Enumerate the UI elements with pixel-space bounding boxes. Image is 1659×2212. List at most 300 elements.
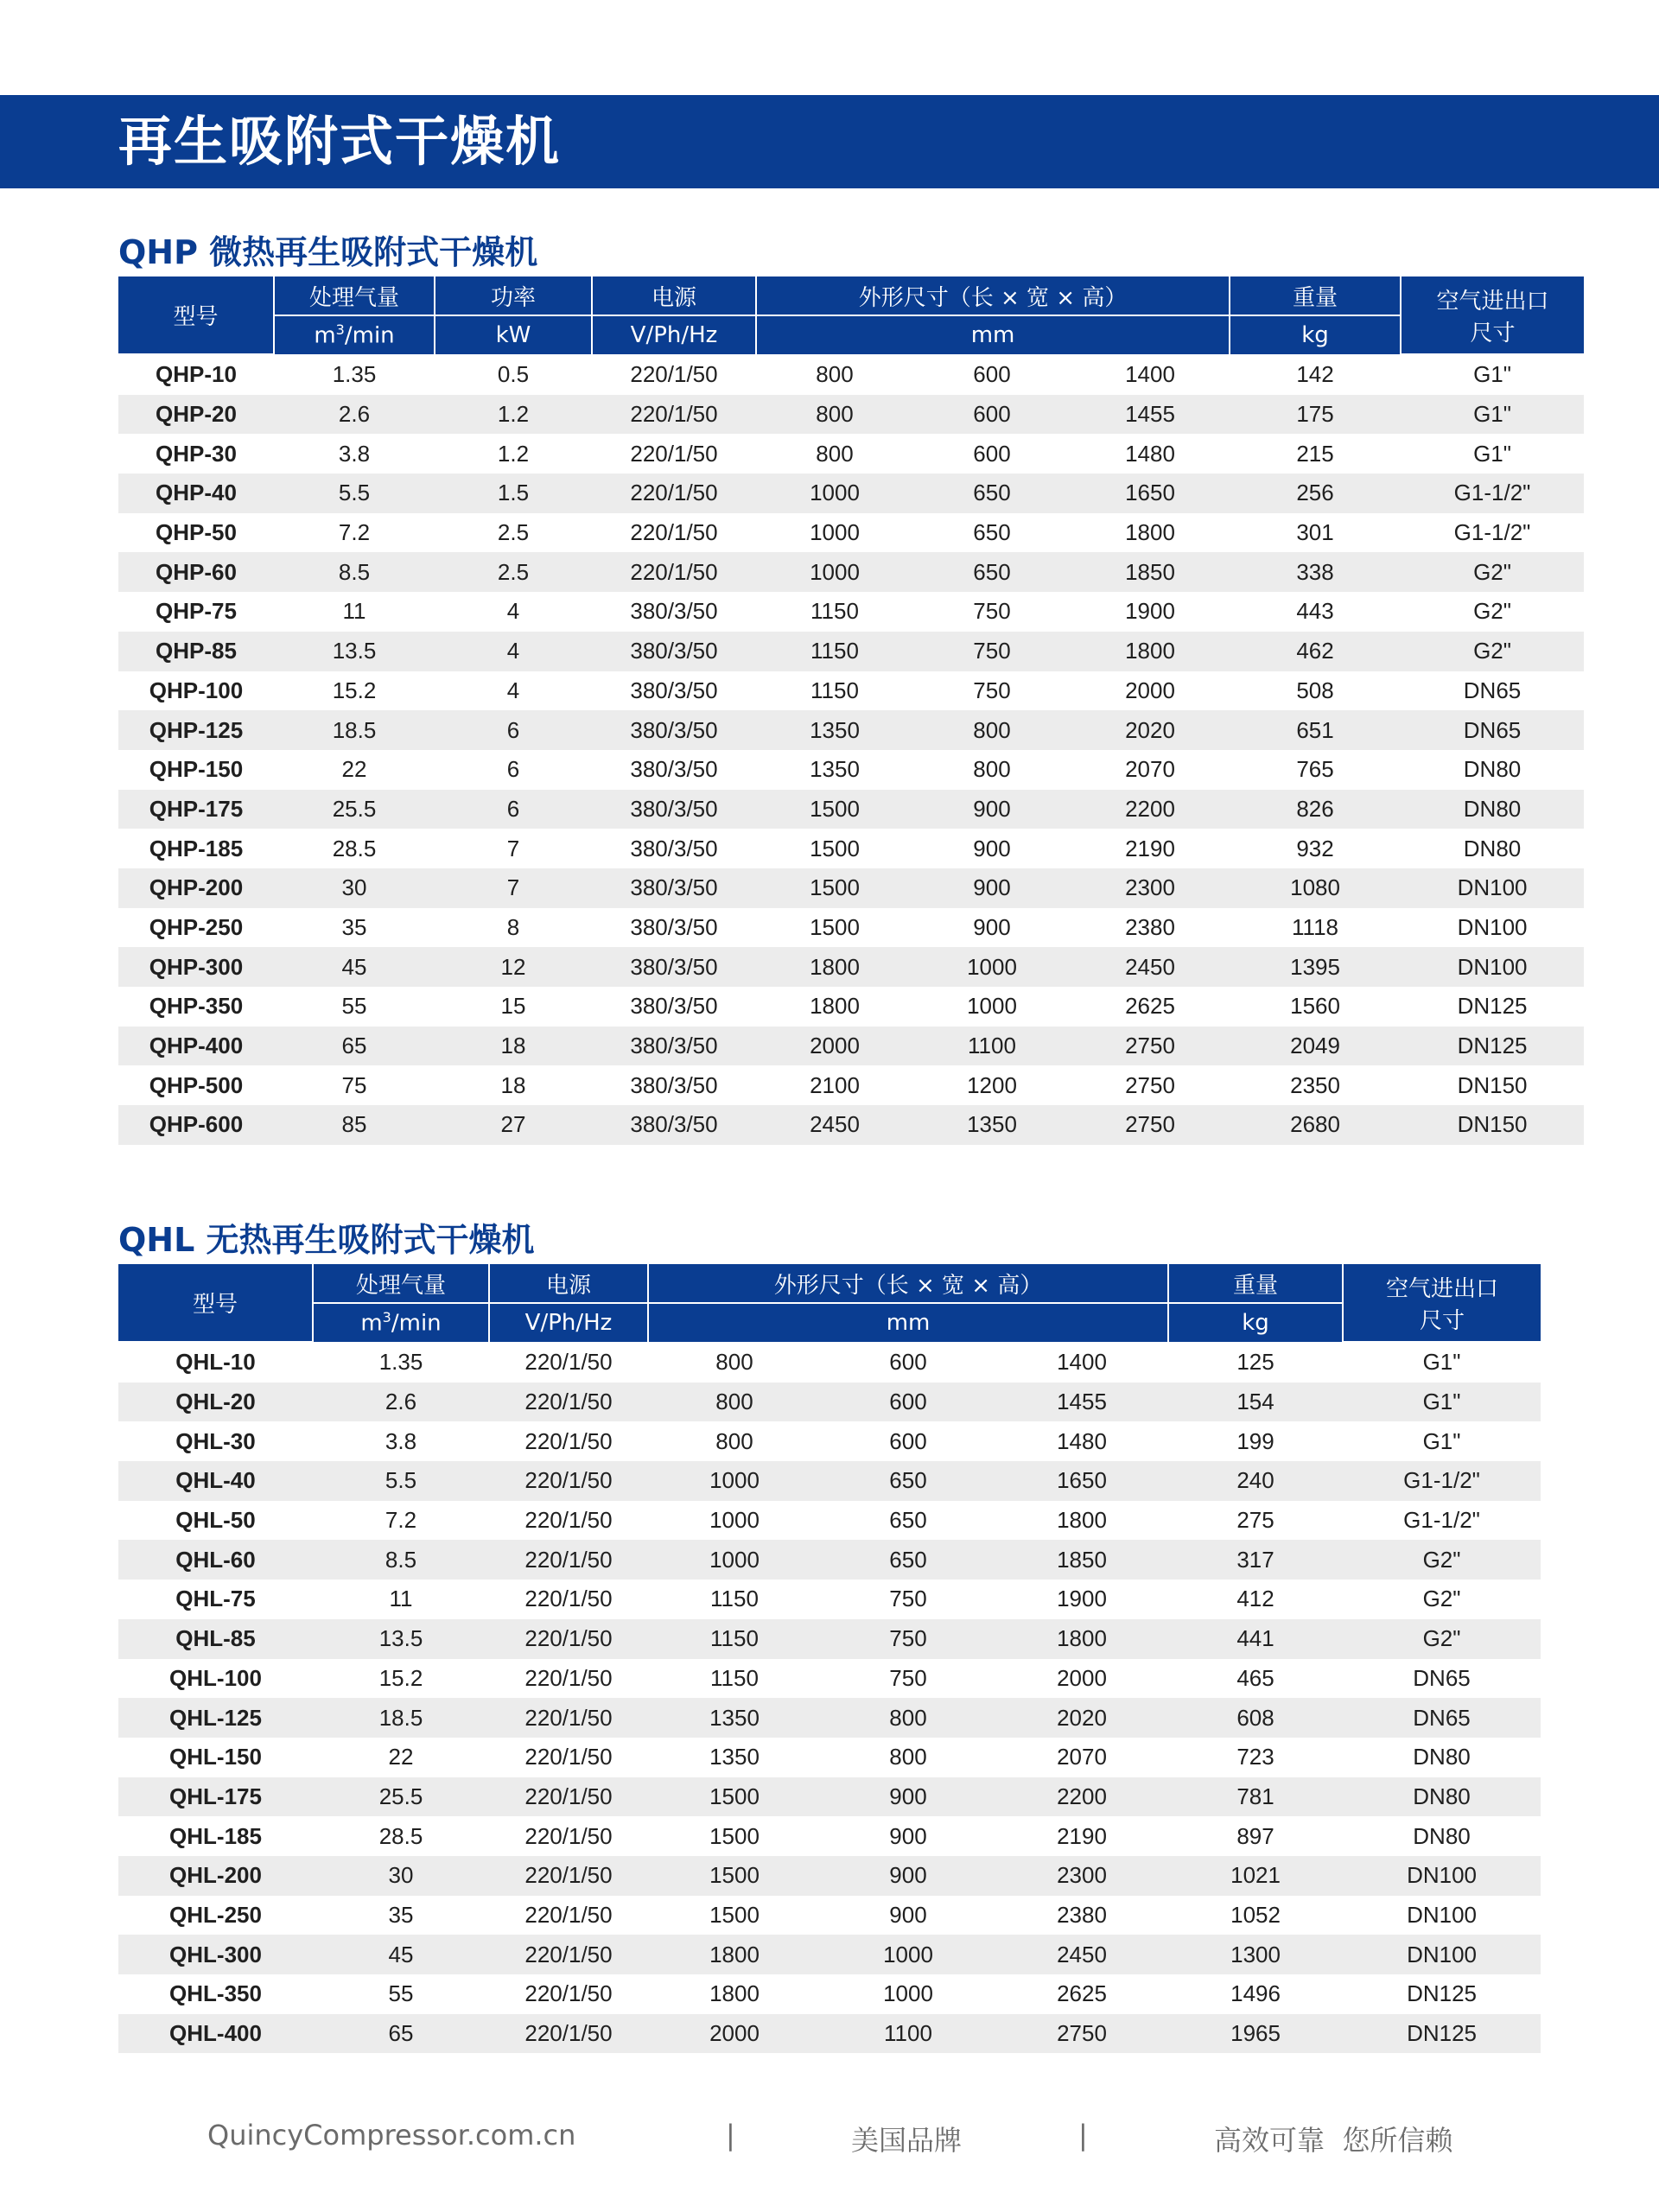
table-cell: 220/1/50: [524, 1427, 613, 1454]
table-cell: 462: [1230, 632, 1401, 671]
table-cell: 1000: [913, 947, 1071, 987]
model-cell: QHL-10: [175, 1349, 256, 1376]
table-cell: 15.2: [332, 677, 377, 703]
table-row: [118, 434, 1584, 474]
qhp-table-body: [118, 354, 1584, 1145]
table-cell: 826: [1230, 790, 1401, 830]
table-cell: 650: [913, 474, 1071, 513]
table-cell: 220/1/50: [524, 1901, 613, 1928]
qhl-unit-supply: V/Ph/Hz: [489, 1303, 648, 1342]
table-cell: 2190: [1125, 835, 1175, 861]
table-cell: 650: [889, 1507, 927, 1534]
table-cell: DN65: [1413, 1664, 1471, 1691]
table-cell: 1496: [1230, 1980, 1281, 2007]
table-cell: 750: [973, 598, 1011, 625]
table-cell: 800: [816, 440, 854, 467]
table-cell: 1800: [709, 1980, 760, 2007]
table-cell: 2000: [756, 1027, 913, 1066]
table-cell: 5.5: [274, 474, 435, 513]
table-cell: G1": [1401, 395, 1584, 435]
table-cell: G2": [1401, 552, 1584, 592]
table-cell: 1650: [995, 1461, 1168, 1501]
table-cell: DN80: [1401, 790, 1584, 830]
table-cell: 750: [821, 1619, 995, 1659]
table-cell: DN80: [1463, 756, 1522, 783]
qhl-table-body: [118, 1342, 1541, 2053]
table-cell: 2680: [1230, 1105, 1401, 1145]
table-row: [118, 1619, 1541, 1659]
table-row: [118, 1896, 1541, 1936]
table-cell: 30: [313, 1856, 489, 1896]
table-cell: 380/3/50: [630, 835, 718, 861]
footer-brand: 美国品牌: [851, 2124, 963, 2157]
qhl-unit-flow: $m^3/\min$: [313, 1303, 489, 1342]
table-row: [118, 592, 1584, 632]
table-cell: 380/3/50: [592, 710, 756, 750]
table-cell: 2049: [1230, 1027, 1401, 1066]
model-cell: QHL-20: [118, 1382, 313, 1422]
table-cell: 3.8: [338, 440, 371, 467]
model-cell: QHL-125: [118, 1698, 313, 1738]
table-cell: 800: [756, 395, 913, 435]
model-cell: QHL-150: [169, 1744, 262, 1770]
table-row: [118, 710, 1584, 750]
table-cell: 800: [889, 1744, 927, 1770]
table-cell: 1150: [810, 598, 859, 625]
table-cell: 2000: [1057, 1664, 1107, 1691]
model-cell: QHP-350: [149, 993, 244, 1020]
table-cell: 0.5: [497, 360, 530, 387]
table-cell: 2450: [1071, 947, 1230, 987]
table-cell: 1900: [1057, 1586, 1107, 1612]
table-row: [118, 395, 1584, 435]
table-cell: 301: [1296, 519, 1334, 546]
table-cell: 1400: [1125, 360, 1175, 387]
table-cell: 1350: [648, 1698, 821, 1738]
table-cell: 55: [388, 1980, 414, 2007]
qhp-unit-dims: mm: [756, 315, 1230, 354]
table-cell: 2200: [1071, 790, 1230, 830]
table-cell: 220/1/50: [630, 519, 718, 546]
table-cell: 28.5: [332, 835, 377, 861]
table-cell: 1800: [756, 947, 913, 987]
table-cell: 380/3/50: [630, 756, 718, 783]
table-cell: 600: [821, 1382, 995, 1422]
table-cell: 1800: [648, 1935, 821, 1974]
table-cell: 900: [973, 835, 1011, 861]
table-cell: 800: [913, 710, 1071, 750]
footer-website: QuincyCompressor.com.cn: [207, 2119, 576, 2152]
qhp-unit-row: [118, 315, 1584, 354]
table-cell: DN125: [1343, 2014, 1541, 2054]
table-cell: G1-1/2": [1401, 474, 1584, 513]
table-cell: 18: [500, 1071, 526, 1098]
table-cell: 220/1/50: [592, 552, 756, 592]
table-cell: 800: [715, 1348, 753, 1375]
table-cell: 412: [1236, 1586, 1274, 1612]
table-cell: 2380: [1125, 913, 1175, 940]
table-cell: 2750: [1071, 1027, 1230, 1066]
table-cell: 608: [1168, 1698, 1343, 1738]
table-row: [118, 987, 1584, 1027]
table-cell: 317: [1168, 1540, 1343, 1580]
table-cell: 1.5: [435, 474, 592, 513]
table-cell: G1": [1422, 1349, 1461, 1376]
table-cell: 1200: [967, 1071, 1017, 1098]
table-cell: 1500: [756, 868, 913, 908]
qhp-header-model: 型号: [118, 276, 274, 354]
table-row: [118, 1659, 1541, 1699]
table-cell: 11: [342, 598, 366, 625]
table-cell: 800: [816, 360, 854, 387]
table-cell: 900: [821, 1777, 995, 1817]
table-cell: 220/1/50: [489, 1935, 648, 1974]
table-cell: 220/1/50: [489, 2014, 648, 2054]
model-cell: QHL-75: [175, 1586, 256, 1612]
table-cell: 1150: [710, 1586, 759, 1612]
table-cell: 932: [1296, 835, 1334, 861]
table-cell: G2": [1401, 632, 1584, 671]
table-cell: 380/3/50: [630, 677, 718, 703]
table-row: [118, 1738, 1541, 1777]
qhl-header-port: [1343, 1264, 1541, 1342]
table-cell: 1000: [756, 474, 913, 513]
table-cell: 1000: [756, 552, 913, 592]
table-cell: 1350: [756, 710, 913, 750]
table-row: [118, 1580, 1541, 1619]
model-cell: QHP-10: [156, 361, 237, 388]
table-cell: 600: [913, 395, 1071, 435]
model-cell: QHP-125: [118, 710, 274, 750]
table-cell: G2": [1473, 598, 1511, 625]
model-cell: QHL-400: [118, 2014, 313, 2054]
table-cell: 1480: [1125, 440, 1175, 467]
table-cell: DN150: [1457, 1071, 1528, 1098]
table-cell: 55: [341, 993, 367, 1020]
table-row: [118, 908, 1584, 948]
model-cell: QHP-150: [149, 756, 244, 783]
table-cell: 2300: [1071, 868, 1230, 908]
table-cell: 800: [973, 756, 1011, 783]
table-cell: 800: [821, 1698, 995, 1738]
table-cell: 2350: [1290, 1071, 1340, 1098]
model-cell: QHL-30: [175, 1427, 256, 1454]
table-cell: 900: [973, 913, 1011, 940]
model-cell: QHL-300: [118, 1935, 313, 1974]
table-cell: 1480: [1057, 1427, 1107, 1454]
table-cell: 443: [1296, 598, 1334, 625]
table-cell: 338: [1230, 552, 1401, 592]
table-cell: 380/3/50: [630, 913, 718, 940]
table-cell: 1900: [1125, 598, 1175, 625]
table-cell: 2625: [1125, 993, 1175, 1020]
table-cell: 4: [506, 677, 520, 703]
table-row: [118, 1461, 1541, 1501]
table-cell: 220/1/50: [489, 1461, 648, 1501]
table-cell: 1500: [648, 1856, 821, 1896]
table-cell: DN80: [1413, 1744, 1471, 1770]
table-cell: 45: [313, 1935, 489, 1974]
table-cell: 2.5: [497, 519, 530, 546]
table-cell: 4: [506, 598, 520, 625]
table-cell: 11: [389, 1586, 413, 1612]
table-cell: 220/1/50: [630, 440, 718, 467]
table-cell: 2070: [1125, 756, 1175, 783]
table-cell: 1150: [810, 677, 859, 703]
table-cell: 13.5: [313, 1619, 489, 1659]
table-cell: 1850: [1071, 552, 1230, 592]
table-cell: 6: [435, 710, 592, 750]
table-cell: 12: [435, 947, 592, 987]
model-cell: QHL-100: [169, 1664, 262, 1691]
table-cell: 1.35: [378, 1348, 423, 1375]
table-cell: 8.5: [313, 1540, 489, 1580]
table-cell: DN125: [1401, 1027, 1584, 1066]
table-cell: 2200: [995, 1777, 1168, 1817]
table-cell: 2070: [1057, 1744, 1107, 1770]
table-cell: 2100: [810, 1071, 860, 1098]
table-cell: 275: [1236, 1507, 1274, 1534]
qhl-spec-table: [118, 1264, 1541, 2053]
table-cell: 125: [1236, 1348, 1274, 1375]
table-cell: 900: [913, 868, 1071, 908]
qhp-unit-power: kW: [435, 315, 592, 354]
qhp-header-row: [118, 276, 1584, 315]
table-cell: 15.2: [378, 1664, 423, 1691]
table-cell: 1.35: [332, 360, 377, 387]
table-cell: 750: [913, 632, 1071, 671]
table-cell: 650: [973, 519, 1011, 546]
table-cell: 897: [1236, 1822, 1274, 1849]
table-cell: DN65: [1343, 1698, 1541, 1738]
table-cell: 154: [1168, 1382, 1343, 1422]
table-row: [118, 513, 1584, 553]
table-cell: 2450: [756, 1105, 913, 1145]
table-row: [118, 947, 1584, 987]
table-cell: G2": [1422, 1586, 1461, 1612]
table-cell: 18.5: [313, 1698, 489, 1738]
table-cell: 25.5: [313, 1777, 489, 1817]
table-cell: 256: [1230, 474, 1401, 513]
table-cell: 2000: [1125, 677, 1175, 703]
model-cell: QHP-600: [118, 1105, 274, 1145]
model-cell: QHL-40: [118, 1461, 313, 1501]
model-cell: QHP-500: [149, 1071, 244, 1098]
qhl-unit-row: [118, 1303, 1541, 1342]
table-cell: 2380: [1057, 1901, 1107, 1928]
table-cell: 650: [913, 552, 1071, 592]
table-cell: DN100: [1401, 947, 1584, 987]
table-cell: 220/1/50: [630, 360, 718, 387]
qhp-header-supply: 电源: [592, 276, 756, 315]
table-cell: 220/1/50: [524, 1664, 613, 1691]
qhp-header-port-line1: 空气进出口: [1436, 288, 1549, 315]
table-cell: DN150: [1401, 1105, 1584, 1145]
table-cell: 2020: [995, 1698, 1168, 1738]
table-cell: 1455: [1071, 395, 1230, 435]
qhp-unit-supply: V/Ph/Hz: [592, 315, 756, 354]
model-cell: QHL-50: [175, 1507, 256, 1534]
table-cell: 1650: [1071, 474, 1230, 513]
qhl-header-port-line2: 尺寸: [1420, 1307, 1465, 1334]
qhl-header-weight: 重量: [1168, 1264, 1343, 1303]
qhp-unit-flow: $m^3/\min$: [274, 315, 435, 354]
table-cell: 142: [1296, 360, 1334, 387]
table-cell: G1": [1473, 440, 1511, 467]
qhl-unit-dims: mm: [648, 1303, 1168, 1342]
table-cell: 1080: [1230, 868, 1401, 908]
table-cell: 650: [821, 1461, 995, 1501]
model-cell: QHL-175: [118, 1777, 313, 1817]
table-row: [118, 868, 1584, 908]
table-row: [118, 1935, 1541, 1974]
table-cell: 1000: [709, 1507, 760, 1534]
table-cell: G1": [1473, 361, 1511, 388]
table-cell: DN100: [1343, 1935, 1541, 1974]
table-cell: 508: [1296, 677, 1334, 703]
table-cell: DN80: [1463, 835, 1522, 861]
table-cell: 2.6: [274, 395, 435, 435]
model-cell: QHP-85: [118, 632, 274, 671]
table-cell: 1000: [648, 1461, 821, 1501]
table-cell: 2300: [995, 1856, 1168, 1896]
table-cell: 1800: [810, 993, 860, 1020]
model-cell: QHL-200: [118, 1856, 313, 1896]
table-cell: 18: [435, 1027, 592, 1066]
qhl-header-row: [118, 1264, 1541, 1303]
table-row: [118, 1816, 1541, 1856]
table-cell: 220/1/50: [592, 474, 756, 513]
table-cell: 220/1/50: [489, 1777, 648, 1817]
model-cell: QHP-250: [149, 913, 244, 940]
table-row: [118, 1065, 1584, 1105]
table-cell: 441: [1168, 1619, 1343, 1659]
table-cell: DN65: [1463, 677, 1522, 703]
model-cell: QHL-350: [169, 1980, 262, 2007]
table-cell: 1965: [1168, 2014, 1343, 2054]
table-row: [118, 632, 1584, 671]
table-cell: 7.2: [338, 519, 371, 546]
table-row: [118, 354, 1584, 395]
table-cell: 380/3/50: [592, 1105, 756, 1145]
qhl-header-dims: 外形尺寸（长 × 宽 × 高）: [648, 1264, 1168, 1303]
table-cell: 15: [500, 993, 526, 1020]
table-cell: 220/1/50: [489, 1540, 648, 1580]
table-cell: G1-1/2": [1343, 1461, 1541, 1501]
table-row: [118, 1856, 1541, 1896]
table-cell: 651: [1230, 710, 1401, 750]
table-cell: 35: [341, 913, 367, 940]
table-cell: 1000: [883, 1980, 933, 2007]
table-cell: 1350: [913, 1105, 1071, 1145]
table-cell: 1500: [709, 1822, 760, 1849]
table-cell: 1000: [810, 519, 860, 546]
table-cell: 600: [889, 1427, 927, 1454]
table-cell: 220/1/50: [524, 1507, 613, 1534]
table-row: [118, 1105, 1584, 1145]
model-cell: QHP-300: [118, 947, 274, 987]
table-cell: 1800: [1057, 1507, 1107, 1534]
table-cell: 1150: [756, 632, 913, 671]
table-cell: 1.2: [497, 440, 530, 467]
table-cell: 380/3/50: [592, 790, 756, 830]
table-cell: 1500: [709, 1901, 760, 1928]
model-cell: QHP-175: [118, 790, 274, 830]
page-title: 再生吸附式干燥机: [118, 110, 562, 173]
table-cell: 600: [889, 1348, 927, 1375]
table-row: [118, 2014, 1541, 2054]
table-cell: 1500: [756, 790, 913, 830]
table-cell: 18.5: [274, 710, 435, 750]
model-cell: QHL-250: [169, 1901, 262, 1928]
table-cell: 1800: [1071, 632, 1230, 671]
page-footer: [0, 2119, 1659, 2171]
table-cell: 220/1/50: [489, 1619, 648, 1659]
table-cell: 380/3/50: [592, 868, 756, 908]
model-cell: QHP-60: [118, 552, 274, 592]
table-row: [118, 1382, 1541, 1422]
table-cell: 1500: [648, 1777, 821, 1817]
table-cell: 1150: [710, 1664, 759, 1691]
footer-separator-1: |: [726, 2119, 735, 2152]
table-cell: DN100: [1401, 868, 1584, 908]
table-cell: 1100: [821, 2014, 995, 2054]
table-cell: 1.2: [435, 395, 592, 435]
table-cell: 2450: [995, 1935, 1168, 1974]
table-cell: 3.8: [385, 1427, 417, 1454]
table-cell: 1118: [1292, 913, 1339, 940]
table-cell: G1": [1343, 1382, 1541, 1422]
table-row: [118, 671, 1584, 711]
table-cell: 13.5: [274, 632, 435, 671]
table-cell: 900: [889, 1901, 927, 1928]
table-cell: 380/3/50: [592, 1027, 756, 1066]
table-cell: 380/3/50: [630, 598, 718, 625]
table-cell: 1400: [1057, 1348, 1107, 1375]
table-cell: 30: [274, 868, 435, 908]
table-cell: 220/1/50: [489, 1382, 648, 1422]
table-cell: 750: [889, 1586, 927, 1612]
table-cell: 1395: [1230, 947, 1401, 987]
table-cell: 2.6: [313, 1382, 489, 1422]
table-cell: 28.5: [378, 1822, 423, 1849]
model-cell: QHL-60: [118, 1540, 313, 1580]
table-cell: 220/1/50: [524, 1822, 613, 1849]
table-cell: 1560: [1290, 993, 1340, 1020]
table-cell: 1500: [810, 913, 860, 940]
table-cell: 600: [973, 360, 1011, 387]
table-cell: 723: [1236, 1744, 1274, 1770]
table-row: [118, 1027, 1584, 1066]
table-cell: 6: [506, 756, 520, 783]
table-row: [118, 750, 1584, 790]
table-cell: 220/1/50: [592, 395, 756, 435]
qhl-header-flow: 处理气量: [313, 1264, 489, 1303]
table-cell: 1100: [913, 1027, 1071, 1066]
model-cell: QHP-200: [118, 868, 274, 908]
table-cell: DN100: [1457, 913, 1528, 940]
table-row: [118, 552, 1584, 592]
table-cell: DN125: [1457, 993, 1528, 1020]
table-cell: 220/1/50: [524, 1980, 613, 2007]
table-cell: 765: [1296, 756, 1334, 783]
table-cell: 7: [506, 835, 520, 861]
table-cell: G1": [1422, 1427, 1461, 1454]
model-cell: QHP-400: [118, 1027, 274, 1066]
qhl-unit-weight: kg: [1168, 1303, 1343, 1342]
table-cell: 2020: [1071, 710, 1230, 750]
table-cell: 6: [435, 790, 592, 830]
